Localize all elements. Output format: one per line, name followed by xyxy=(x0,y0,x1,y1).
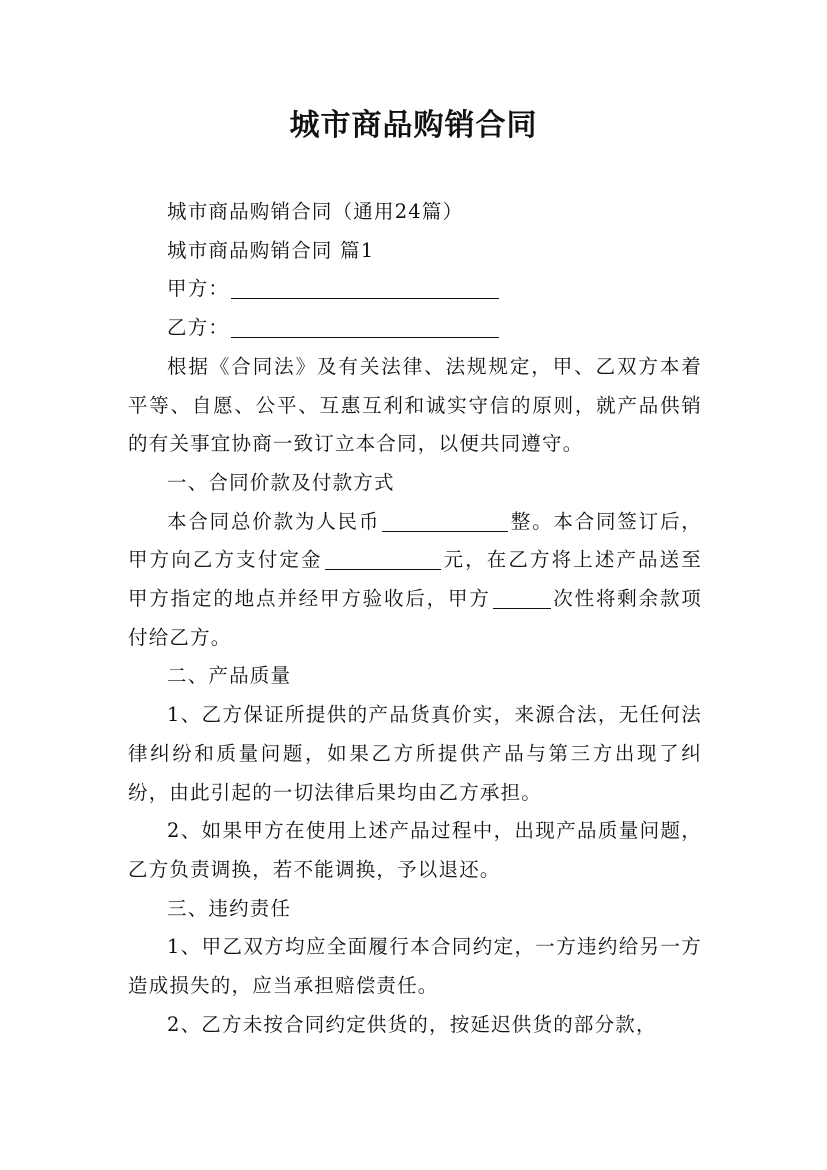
document-title: 城市商品购销合同 xyxy=(289,108,538,143)
clause2-item-1: 1、乙方保证所提供的产品货真价实，来源合法，无任何法律纠纷和质量问题，如果乙方所提供产品与第三方出现了纠纷，由此引起的一切法律后果均由乙方承担。 xyxy=(128,703,702,804)
clause1-text-4: 次性将剩余款项付给乙方。 xyxy=(128,587,703,649)
clause2-item-2: 2、如果甲方在使用上述产品过程中，出现产品质量问题，乙方负责调换，若不能调换，予以退还。 xyxy=(128,819,702,881)
party-b-line xyxy=(128,309,702,348)
intro-paragraph: 根据《合同法》及有关法律、法规规定，甲、乙双方本着平等、自愿、公平、互惠互利和诚实守信的原则，就产品供销的有关事宜协商一致订立本合同，以便共同遵守。 xyxy=(128,354,702,456)
clause1-paragraph xyxy=(128,503,702,658)
section-heading: 城市商品购销合同 篇1 xyxy=(167,238,375,262)
clause3-heading: 三、违约责任 xyxy=(167,896,292,920)
clause1-text-1: 本合同总价款为人民币 xyxy=(167,509,381,533)
payment-times-blank xyxy=(493,586,551,609)
document-body xyxy=(128,193,702,1044)
clause1-heading: 一、合同价款及付款方式 xyxy=(167,470,395,494)
subtitle: 城市商品购销合同（通用24篇） xyxy=(167,200,464,223)
clause3-item-2: 2、乙方未按合同约定供货的，按延迟供货的部分款， xyxy=(167,1012,657,1036)
price-blank xyxy=(382,509,508,532)
clause3-item-1: 1、甲乙双方均应全面履行本合同约定，一方违约给另一方造成损失的，应当承担赔偿责任。 xyxy=(128,935,702,998)
party-b-label: 乙方： xyxy=(167,316,230,340)
deposit-blank xyxy=(325,547,441,570)
party-a-label: 甲方： xyxy=(167,277,230,301)
clause1-text-2: 整。本合同签订后，甲方向乙方支付定金 xyxy=(128,509,702,572)
party-a-blank xyxy=(231,276,499,299)
clause1-text-3: 元，在乙方将上述产品送至甲方指定的地点并经甲方验收后，甲方 xyxy=(128,548,702,611)
party-a-line xyxy=(128,270,702,309)
party-b-blank xyxy=(231,315,499,338)
clause2-heading: 二、产品质量 xyxy=(167,664,292,688)
